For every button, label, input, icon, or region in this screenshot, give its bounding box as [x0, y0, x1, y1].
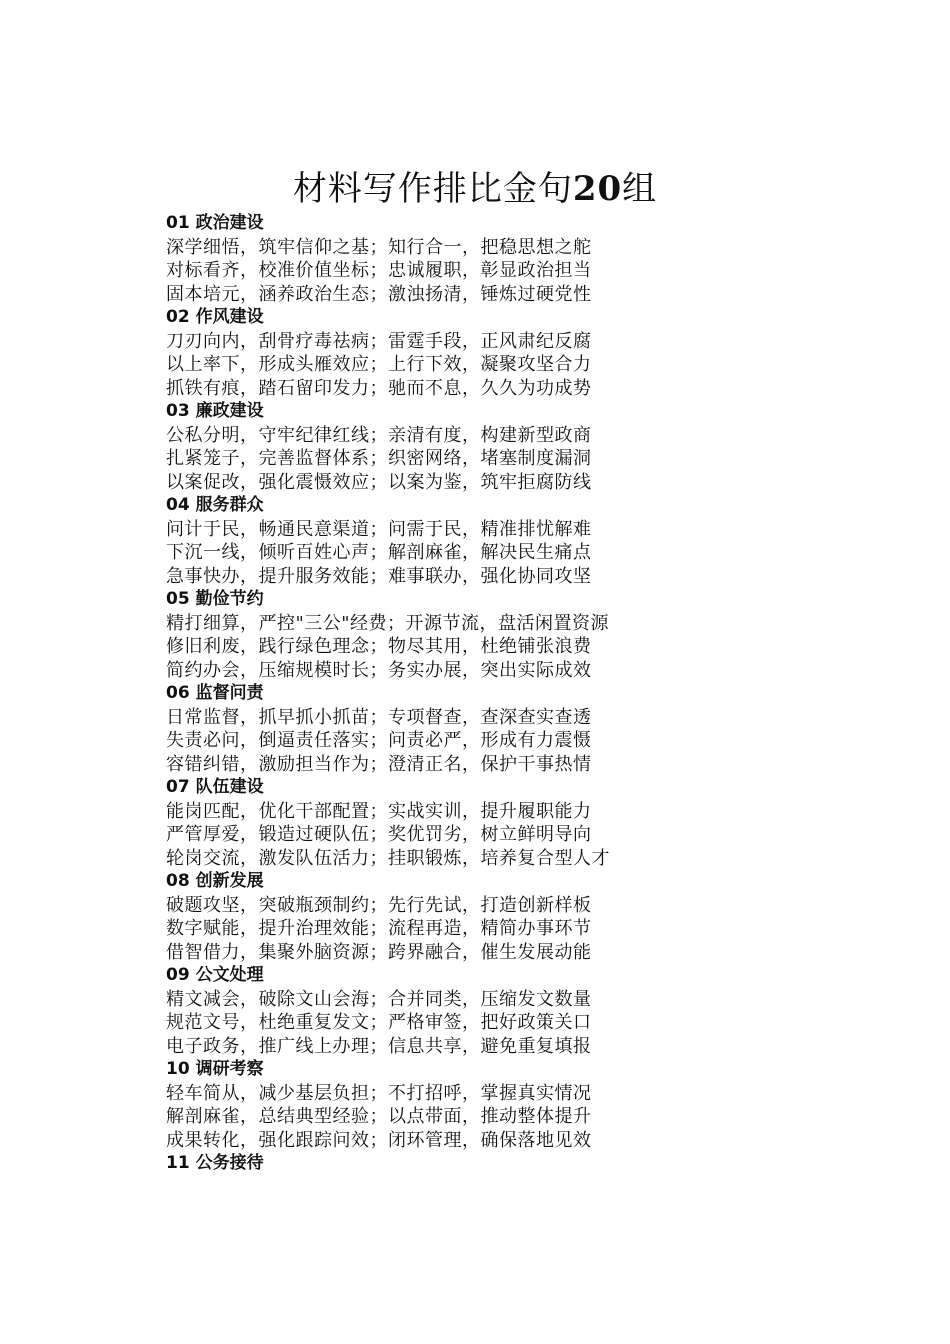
section-block — [166, 1058, 806, 1152]
phrase-line: 规范文号，杜绝重复发文；严格审签，把好政策关口 — [166, 1012, 592, 1033]
section-heading: 02 作风建设 — [166, 307, 264, 327]
section-block — [166, 870, 806, 964]
section-heading: 03 廉政建设 — [166, 401, 264, 421]
phrase-line: 日常监督，抓早抓小抓苗；专项督查，查深查实查透 — [166, 706, 592, 728]
phrase-line: 以案促改，强化震慑效应；以案为鉴，筑牢拒腐防线 — [166, 471, 592, 493]
section-heading: 06 监督问责 — [166, 683, 264, 703]
phrase-line: 容错纠错，激励担当作为；澄清正名，保护干事热情 — [166, 753, 592, 775]
phrase-line: 解剖麻雀，总结典型经验；以点带面，推动整体提升 — [166, 1106, 592, 1127]
section-heading: 08 创新发展 — [166, 871, 264, 891]
section-heading: 10 调研考察 — [166, 1059, 264, 1079]
phrase-line: 问计于民，畅通民意渠道；问需于民，精准排忧解难 — [166, 518, 592, 540]
title-number: 20 — [572, 169, 623, 209]
section-block — [166, 1152, 806, 1176]
phrase-line: 电子政务，推广线上办理；信息共享，避免重复填报 — [166, 1035, 592, 1057]
phrase-line: 能岗匹配，优化干部配置；实战实训，提升履职能力 — [166, 800, 592, 822]
section-block — [166, 964, 806, 1058]
title-prefix: 材料写作排比金句 — [292, 169, 573, 209]
phrase-line: 以上率下，形成头雁效应；上行下效，凝聚攻坚合力 — [166, 354, 592, 375]
phrase-line: 轮岗交流，激发队伍活力；挂职锻炼，培养复合型人才 — [166, 847, 610, 869]
section-heading: 11 公务接待 — [166, 1153, 264, 1173]
phrase-line: 下沉一线，倾听百姓心声；解剖麻雀，解决民生痛点 — [166, 542, 592, 563]
section-block — [166, 588, 806, 682]
phrase-line: 轻车简从，减少基层负担；不打招呼，掌握真实情况 — [166, 1082, 592, 1104]
section-heading: 01 政治建设 — [166, 213, 264, 233]
phrase-line: 抓铁有痕，踏石留印发力；驰而不息，久久为功成势 — [166, 377, 592, 399]
phrase-line: 对标看齐，校准价值坐标；忠诚履职，彰显政治担当 — [166, 260, 592, 281]
section-heading: 04 服务群众 — [166, 495, 264, 515]
phrase-line: 破题攻坚，突破瓶颈制约；先行先试，打造创新样板 — [166, 894, 592, 916]
phrase-line: 严管厚爱，锻造过硬队伍；奖优罚劣，树立鲜明导向 — [166, 824, 592, 845]
section-block — [166, 306, 806, 400]
section-block — [166, 682, 806, 776]
document-body — [166, 212, 806, 1176]
section-block — [166, 400, 806, 494]
section-block — [166, 494, 806, 588]
phrase-line: 精文减会，破除文山会海；合并同类，压缩发文数量 — [166, 988, 592, 1010]
phrase-line: 扎紧笼子，完善监督体系；织密网络，堵塞制度漏洞 — [166, 448, 592, 469]
phrase-line: 固本培元，涵养政治生态；激浊扬清，锤炼过硬党性 — [166, 283, 592, 305]
section-heading: 05 勤俭节约 — [166, 589, 264, 609]
phrase-line: 失责必问，倒逼责任落实；问责必严，形成有力震慑 — [166, 730, 592, 751]
phrase-line: 借智借力，集聚外脑资源；跨界融合，催生发展动能 — [166, 941, 592, 963]
phrase-line: 精打细算，严控"三公"经费；开源节流，盘活闲置资源 — [166, 612, 610, 634]
phrase-line: 修旧利废，践行绿色理念；物尽其用，杜绝铺张浪费 — [166, 636, 592, 657]
phrase-line: 急事快办，提升服务效能；难事联办，强化协同攻坚 — [166, 565, 592, 587]
phrase-line: 刀刃向内，刮骨疗毒祛病；雷霆手段，正风肃纪反腐 — [166, 330, 592, 352]
phrase-line: 数字赋能，提升治理效能；流程再造，精简办事环节 — [166, 918, 592, 939]
section-block — [166, 776, 806, 870]
phrase-line: 公私分明，守牢纪律红线；亲清有度，构建新型政商 — [166, 424, 592, 446]
section-heading: 09 公文处理 — [166, 965, 264, 985]
section-block — [166, 212, 806, 306]
document-title — [0, 166, 950, 212]
phrase-line: 成果转化，强化跟踪问效；闭环管理，确保落地见效 — [166, 1129, 592, 1151]
phrase-line: 深学细悟，筑牢信仰之基；知行合一，把稳思想之舵 — [166, 236, 592, 258]
phrase-line: 简约办会，压缩规模时长；务实办展，突出实际成效 — [166, 659, 592, 681]
section-heading: 07 队伍建设 — [166, 777, 264, 797]
title-suffix: 组 — [622, 169, 658, 209]
